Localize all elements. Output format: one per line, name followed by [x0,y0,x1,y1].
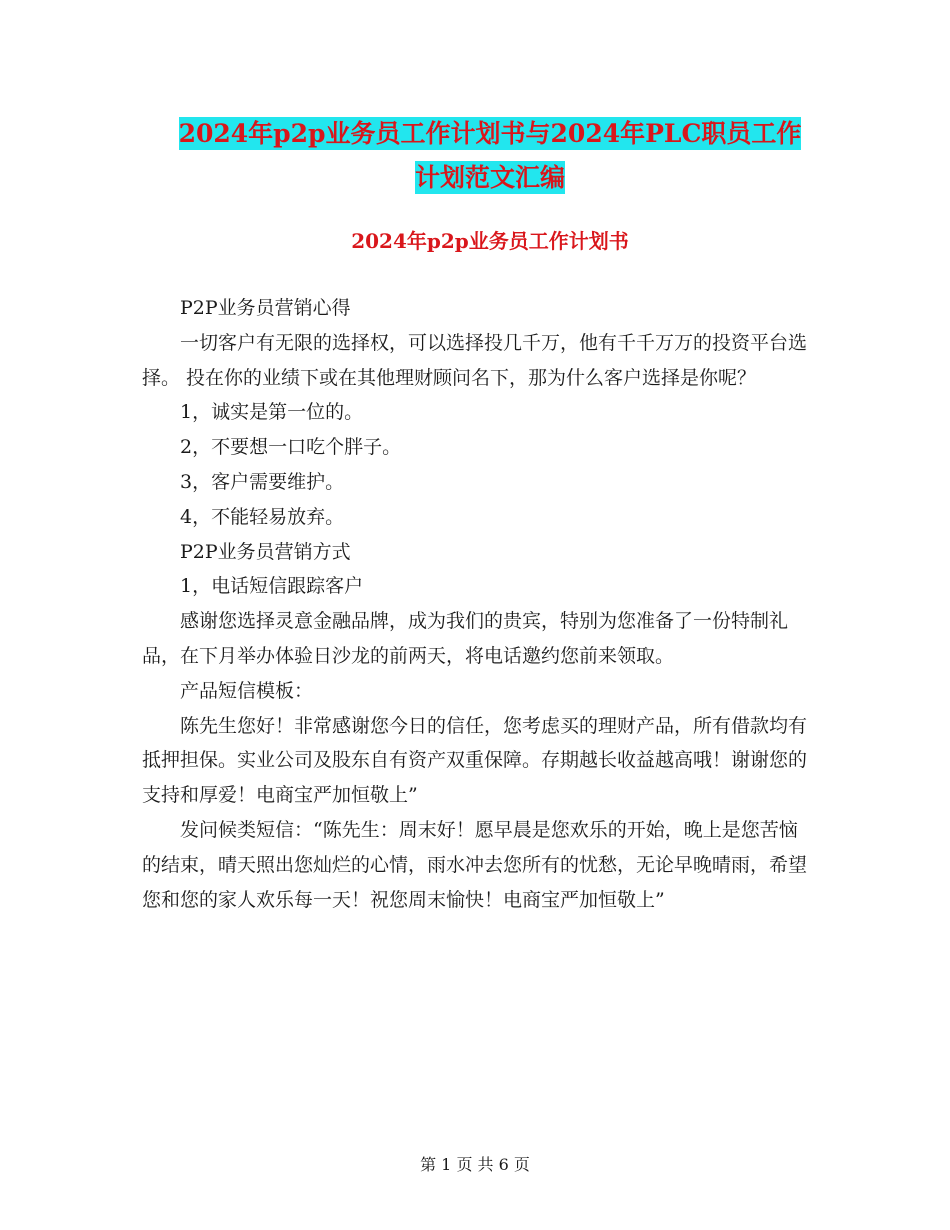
document-body [142,291,810,917]
paragraph: 4，不能轻易放弃。 [180,505,345,528]
document-title-line-2: 计划范文汇编 [414,163,565,192]
section-title: 2024年p2p业务员工作计划书 [351,229,629,253]
paragraph: P2P业务员营销方式 [180,540,351,563]
paragraph: 2，不要想一口吃个胖子。 [180,436,402,459]
paragraph: P2P业务员营销心得 [180,297,351,319]
paragraph: 1，电话短信跟踪客户 [180,575,364,598]
paragraph: 3，客户需要维护。 [180,470,345,493]
document-title-line-1: 2024年p2p业务员工作计划书与2024年PLC职员工作 [178,119,802,148]
page-footer: 第 1 页 共 6 页 [420,1155,530,1174]
paragraph: 感谢您选择灵意金融品牌，成为我们的贵宾，特别为您准备了一份特制礼品，在下月举办体验日沙龙的前两天，将电话邀约您前来领取。 [142,610,789,667]
document-title [140,112,840,200]
paragraph: 1，诚实是第一位的。 [180,401,364,424]
paragraph: 产品短信模板： [180,679,314,702]
paragraph: 一切客户有无限的选择权，可以选择投几千万，他有千千万万的投资平台选择。 投在你的业绩下或在其他理财顾问名下，那为什么客户选择是你呢？ [142,331,808,389]
paragraph: 陈先生您好！非常感谢您今日的信任，您考虑买的理财产品，所有借款均有抵押担保。实业公司及股东自有资产双重保障。存期越长收益越高哦！谢谢您的支持和厚爱！电商宝严加恒敬上” [142,714,808,807]
paragraph: 发问候类短信：“陈先生：周末好！愿早晨是您欢乐的开始，晚上是您苦恼的结束，晴天照出您灿烂的心情，雨水冲去您所有的忧愁，无论早晚晴雨，希望您和您的家人欢乐每一天！祝您周末愉快！电商宝严加恒敬上” [142,818,808,911]
